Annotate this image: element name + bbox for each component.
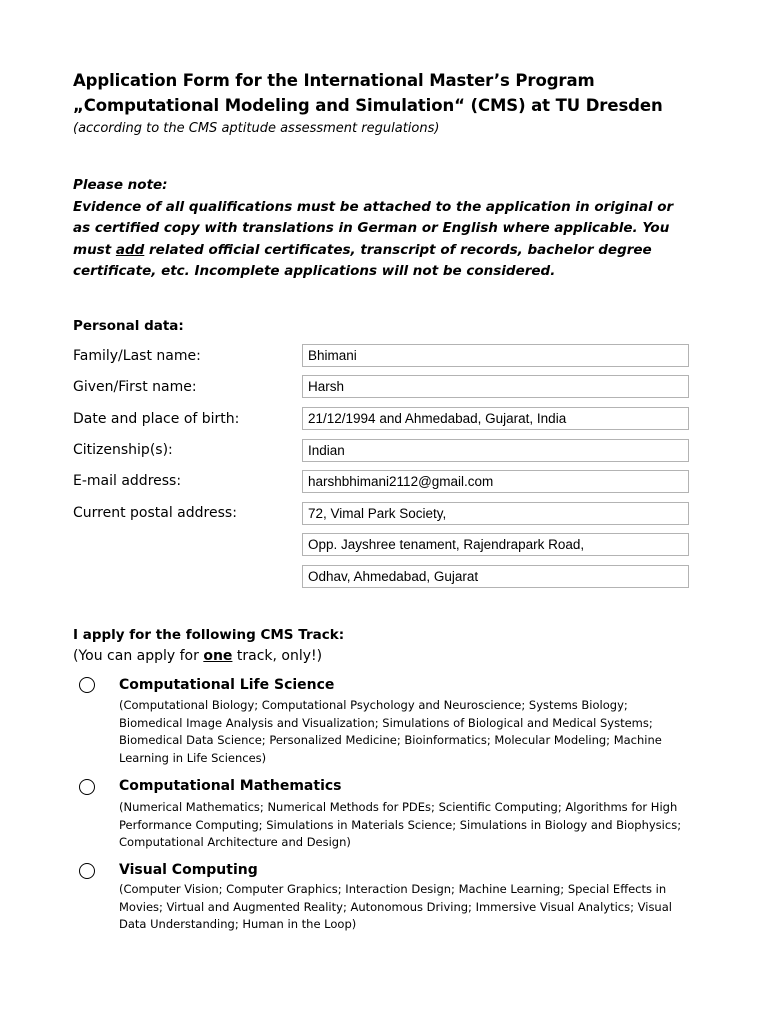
note-heading: Please note: xyxy=(73,177,168,193)
track-radio-visual-computing[interactable] xyxy=(79,863,95,879)
postal-address-label: Current postal address: xyxy=(73,505,237,521)
address-line3-field[interactable]: Odhav, Ahmedabad, Gujarat xyxy=(302,565,689,588)
track-desc-mathematics: (Numerical Mathematics; Numerical Methods for PDEs; Scientific Computing; Algorithms for High Performance Computing; Simulations in Materials Science; Simulations in Biology and Biophysics; Computational Architecture and Design) xyxy=(119,800,682,850)
email-field[interactable]: harshbhimani2112@gmail.com xyxy=(302,470,689,493)
track-radio-mathematics[interactable] xyxy=(79,779,95,795)
citizenship-label: Citizenship(s): xyxy=(73,442,173,458)
personal-data-heading: Personal data: xyxy=(73,318,184,334)
birth-field[interactable]: 21/12/1994 and Ahmedabad, Gujarat, India xyxy=(302,407,689,430)
given-name-field[interactable]: Harsh xyxy=(302,375,689,398)
note-text-part1: Evidence of all qualifications must be attached to the application in original or as certified copy with translations in German or English where applicable. You must xyxy=(73,199,674,258)
address-line1-field[interactable]: 72, Vimal Park Society, xyxy=(302,502,689,525)
family-name-label: Family/Last name: xyxy=(73,348,201,364)
citizenship-field[interactable]: Indian xyxy=(302,439,689,462)
track-note xyxy=(73,647,322,665)
track-title-mathematics: Computational Mathematics xyxy=(119,778,342,794)
note-text-part2: related official certificates, transcript of records, bachelor degree certificate, etc. Incomplete applications will not be considered. xyxy=(73,241,652,279)
form-title-line1: Application Form for the International Master’s Program xyxy=(73,71,595,90)
form-title-line2: „Computational Modeling and Simulation“ (CMS) at TU Dresden xyxy=(73,96,663,115)
track-desc-life-science: (Computational Biology; Computational Psychology and Neuroscience; Systems Biology; Biomedical Image Analysis and Visualization; Simulations of Biological and Medical Systems; Biomedical Data Science; Personalized Medicine; Bioinformatics; Molecular Modeling; Machine Learning in Life Sciences) xyxy=(119,698,662,766)
track-title-visual-computing: Visual Computing xyxy=(119,862,258,878)
track-heading: I apply for the following CMS Track: xyxy=(73,627,345,643)
email-label: E-mail address: xyxy=(73,473,182,489)
track-radio-life-science[interactable] xyxy=(79,677,95,693)
form-subtitle: (according to the CMS aptitude assessment regulations) xyxy=(73,121,440,136)
track-title-life-science: Computational Life Science xyxy=(119,677,335,693)
note-text xyxy=(73,197,683,282)
track-note-part2: track, only!) xyxy=(232,648,323,664)
track-note-emphasis: one xyxy=(203,648,233,664)
address-line2-field[interactable]: Opp. Jayshree tenament, Rajendrapark Road, xyxy=(302,533,689,556)
family-name-field[interactable]: Bhimani xyxy=(302,344,689,367)
track-note-part1: (You can apply for xyxy=(73,648,204,664)
birth-label: Date and place of birth: xyxy=(73,411,240,427)
track-desc-visual-computing: (Computer Vision; Computer Graphics; Interaction Design; Machine Learning; Special Effects in Movies; Virtual and Augmented Reality; Autonomous Driving; Immersive Visual Analytics; Visual Data Understanding; Human in the Loop) xyxy=(119,882,672,932)
given-name-label: Given/First name: xyxy=(73,379,197,395)
note-text-emphasis: add xyxy=(115,241,145,258)
